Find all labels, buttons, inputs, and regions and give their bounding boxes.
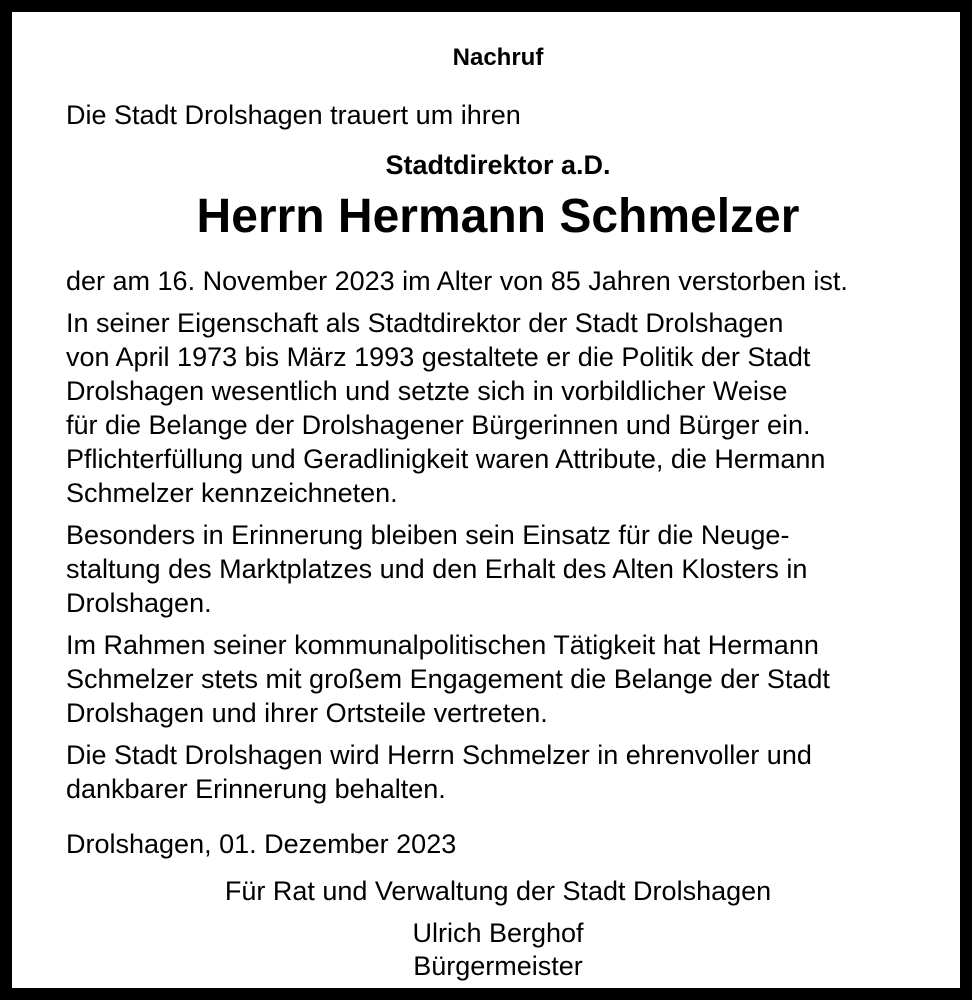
place-date: Drolshagen, 01. Dezember 2023	[66, 829, 457, 859]
signer-role: Bürgermeister	[413, 951, 583, 981]
paragraph-line: staltung des Marktplatzes und den Erhalt des Alten Klosters in	[66, 554, 808, 584]
paragraph-line: Schmelzer stets mit großem Engagement die Belange der Stadt	[66, 664, 830, 694]
intro-line: Die Stadt Drolshagen trauert um ihren	[66, 100, 521, 130]
paragraph-line: Im Rahmen seiner kommunalpolitischen Tätigkeit hat Hermann	[66, 630, 819, 660]
paragraph-line: dankbarer Erinnerung behalten.	[66, 774, 446, 804]
on-behalf-line: Für Rat und Verwaltung der Stadt Drolshagen	[224, 876, 772, 906]
paragraph-line: Schmelzer kennzeichneten.	[66, 478, 398, 508]
paragraph-line: Besonders in Erinnerung bleiben sein Einsatz für die Neuge-	[66, 520, 790, 550]
paragraph-line: für die Belange der Drolshagener Bürgerinnen und Bürger ein.	[66, 410, 811, 440]
paragraph-line: Drolshagen.	[66, 588, 212, 618]
deceased-title: Stadtdirektor a.D.	[385, 150, 611, 180]
paragraph-line: Pflichterfüllung und Geradlinigkeit waren Attribute, die Hermann	[66, 444, 826, 474]
paragraph-line: Drolshagen und ihrer Ortsteile vertreten.	[66, 698, 548, 728]
paragraph-line: In seiner Eigenschaft als Stadtdirektor der Stadt Drolshagen	[66, 308, 784, 338]
death-line: der am 16. November 2023 im Alter von 85 Jahren verstorben ist.	[66, 266, 848, 296]
signer-name: Ulrich Berghof	[412, 918, 584, 948]
paragraph-line: Die Stadt Drolshagen wird Herrn Schmelzer in ehrenvoller und	[66, 740, 812, 770]
deceased-name: Herrn Hermann Schmelzer	[196, 190, 800, 243]
paragraph-line: Drolshagen wesentlich und setzte sich in vorbildlicher Weise	[66, 376, 788, 406]
paragraph-line: von April 1973 bis März 1993 gestaltete er die Politik der Stadt	[66, 342, 811, 372]
notice-heading: Nachruf	[452, 44, 544, 71]
